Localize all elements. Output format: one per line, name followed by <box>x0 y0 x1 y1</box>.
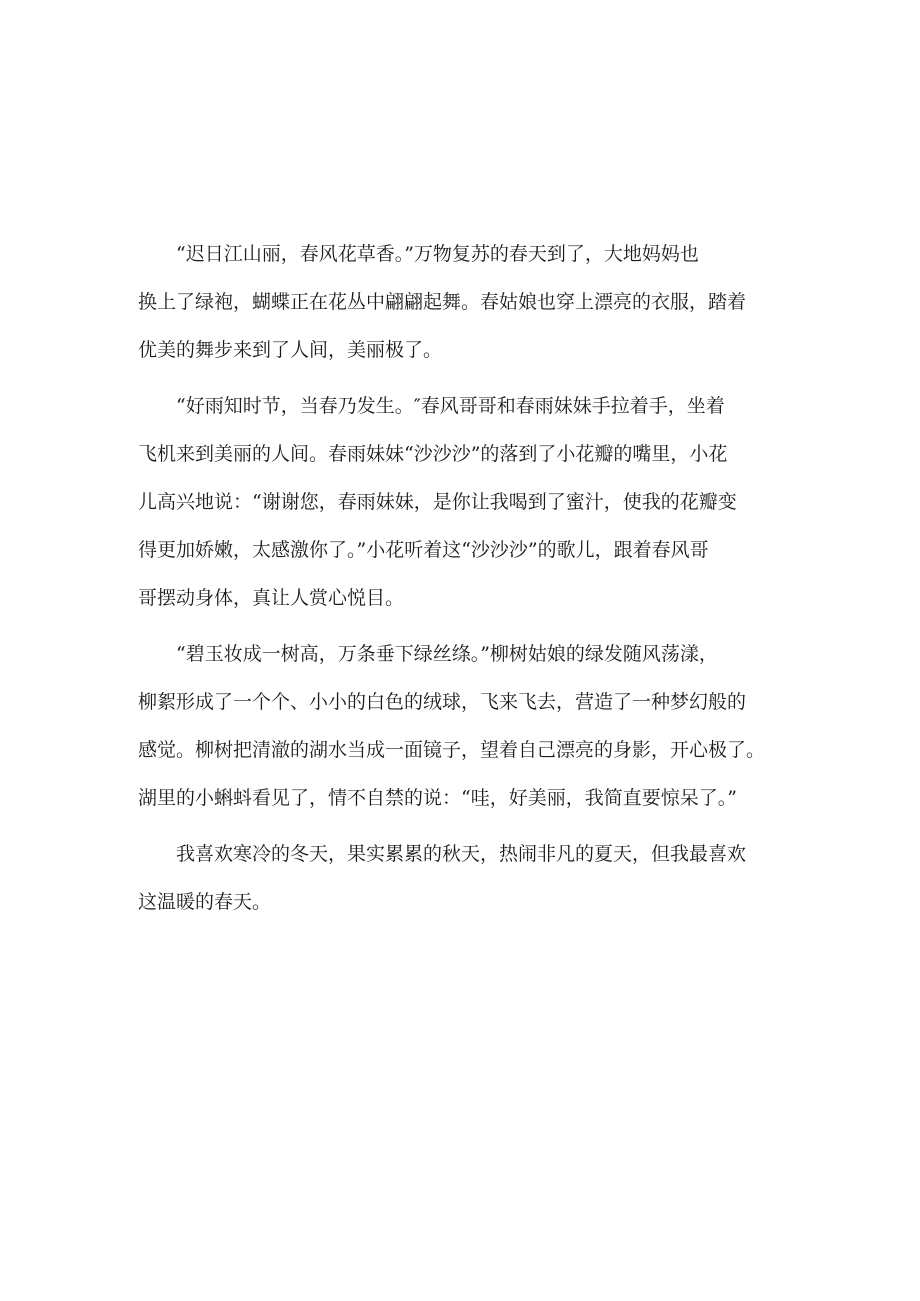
text-line: 换上了绿袍，蝴蝶正在花丛中翩翩起舞。春姑娘也穿上漂亮的衣服，踏着 <box>138 291 747 313</box>
text-line: 得更加娇嫩，太感激你了。”小花听着这“沙沙沙”的歌儿，跟着春风哥 <box>138 539 709 561</box>
paragraph-4 <box>138 834 790 930</box>
text-line: “好雨知时节，当春乃发生。″春风哥哥和春雨妹妹手拉着手，坐着 <box>176 395 725 417</box>
text-line: 我喜欢寒冷的冬天，果实累累的秋天，热闹非凡的夏天，但我最喜欢 <box>176 843 747 865</box>
text-line: 这温暖的春天。 <box>138 891 272 913</box>
text-line: 儿高兴地说：“谢谢您，春雨妹妹，是你让我喝到了蜜汁，使我的花瓣变 <box>138 491 737 513</box>
text-line: 感觉。柳树把清澈的湖水当成一面镜子，望着自己漂亮的身影，开心极了。 <box>138 739 766 761</box>
paragraph-2 <box>138 386 790 626</box>
text-line: “迟日江山丽，春风花草香。”万物复苏的春天到了，大地妈妈也 <box>176 243 699 265</box>
text-line: 飞机来到美丽的人间。春雨妹妹“沙沙沙”的落到了小花瓣的嘴里，小花 <box>138 443 728 465</box>
text-line: 湖里的小蝌蚪看见了，情不自禁的说：“哇，好美丽，我简直要惊呆了。” <box>138 787 737 809</box>
text-line: 柳絮形成了一个个、小小的白色的绒球，飞来飞去，营造了一种梦幻般的 <box>138 691 747 713</box>
text-line: 优美的舞步来到了人间，美丽极了。 <box>138 339 443 361</box>
paragraph-3 <box>138 634 790 826</box>
essay-body <box>138 234 790 930</box>
text-line: “碧玉妆成一树高，万条垂下绿丝绦。”柳树姑娘的绿发随风荡漾， <box>176 643 718 665</box>
paragraph-1 <box>138 234 790 378</box>
text-line: 哥摆动身体，真让人赏心悦目。 <box>138 587 405 609</box>
